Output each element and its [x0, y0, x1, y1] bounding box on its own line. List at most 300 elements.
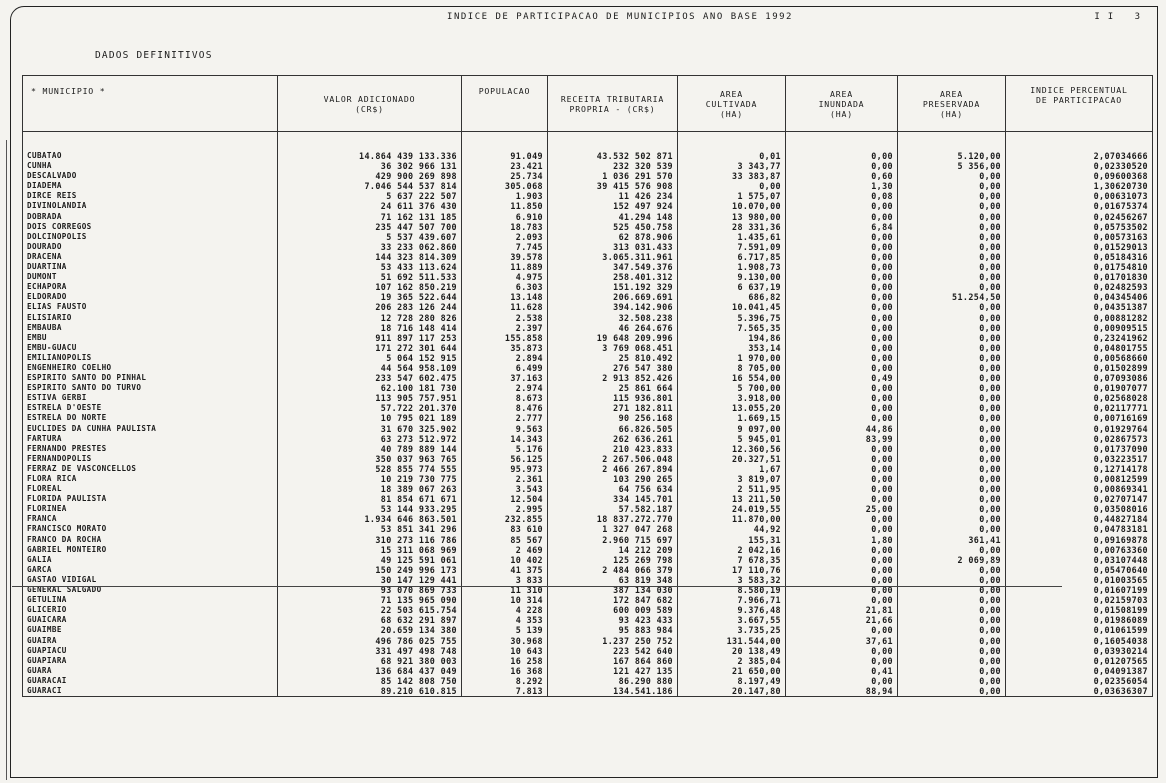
cell-area-inundada: 0,00 [786, 333, 898, 343]
cell-area-preservada: 0,00 [898, 333, 1006, 343]
cell-receita-tributaria: 103 290 265 [548, 474, 678, 484]
cell-area-inundada: 0,00 [786, 393, 898, 403]
cell-valor-adicionado: 71 135 965 090 [278, 595, 462, 605]
cell-area-inundada: 83,99 [786, 434, 898, 444]
cell-area-inundada: 0,00 [786, 413, 898, 423]
cell-receita-tributaria: 19 648 209.996 [548, 333, 678, 343]
cell-receita-tributaria: 11 426 234 [548, 191, 678, 201]
cell-populacao: 2 469 [462, 545, 548, 555]
cell-populacao: 2.538 [462, 313, 548, 323]
cell-receita-tributaria: 3.065.311.961 [548, 252, 678, 262]
cell-indice-participacao: 0,16054038 [1006, 636, 1153, 646]
cell-area-inundada: 0,00 [786, 282, 898, 292]
cell-populacao: 1.903 [462, 191, 548, 201]
cell-valor-adicionado: 22 503 615.754 [278, 605, 462, 615]
cell-municipio: GUAPIARA [23, 656, 278, 666]
cell-area-preservada: 0,00 [898, 565, 1006, 575]
cell-indice-participacao: 0,01986089 [1006, 615, 1153, 625]
cell-populacao: 16 368 [462, 666, 548, 676]
cell-area-cultivada: 686,82 [678, 292, 786, 302]
cell-area-preservada: 0,00 [898, 464, 1006, 474]
section-subtitle: DADOS DEFINITIVOS [95, 50, 213, 61]
cell-municipio: EMBU [23, 333, 278, 343]
cell-populacao: 2.995 [462, 504, 548, 514]
table-row [23, 343, 1153, 353]
cell-municipio: EMBAUBA [23, 323, 278, 333]
cell-indice-participacao: 0,02356054 [1006, 676, 1153, 686]
cell-receita-tributaria: 347.549.376 [548, 262, 678, 272]
cell-area-preservada: 0,00 [898, 545, 1006, 555]
table-row [23, 151, 1153, 161]
table-row [23, 373, 1153, 383]
cell-indice-participacao: 0,01502899 [1006, 363, 1153, 373]
cell-receita-tributaria: 210 423.833 [548, 444, 678, 454]
cell-indice-participacao: 0,12714178 [1006, 464, 1153, 474]
cell-municipio: ESTRELA DO NORTE [23, 413, 278, 423]
cell-area-preservada: 0,00 [898, 302, 1006, 312]
cell-populacao: 3 833 [462, 575, 548, 585]
cell-area-cultivada: 13 211,50 [678, 494, 786, 504]
cell-area-cultivada: 1,67 [678, 464, 786, 474]
cell-indice-participacao: 0,23241962 [1006, 333, 1153, 343]
cell-receita-tributaria: 271 182.811 [548, 403, 678, 413]
cell-indice-participacao: 0,01929764 [1006, 424, 1153, 434]
cell-municipio: FLORIDA PAULISTA [23, 494, 278, 504]
cell-valor-adicionado: 150 249 996 173 [278, 565, 462, 575]
cell-receita-tributaria: 63 819 348 [548, 575, 678, 585]
cell-area-cultivada: 3.918,00 [678, 393, 786, 403]
cell-area-inundada: 0,00 [786, 353, 898, 363]
table-row [23, 494, 1153, 504]
table-row [23, 454, 1153, 464]
cell-receita-tributaria: 1 327 047 268 [548, 524, 678, 534]
table-row [23, 222, 1153, 232]
cell-populacao: 10 402 [462, 555, 548, 565]
cell-valor-adicionado: 429 900 269 898 [278, 171, 462, 181]
cell-indice-participacao: 0,04783181 [1006, 524, 1153, 534]
cell-indice-participacao: 0,00631073 [1006, 191, 1153, 201]
cell-valor-adicionado: 10 219 730 775 [278, 474, 462, 484]
cell-municipio: ESPIRITO SANTO DO PINHAL [23, 373, 278, 383]
cell-indice-participacao: 0,44827184 [1006, 514, 1153, 524]
cell-area-preservada: 361,41 [898, 535, 1006, 545]
table-row [23, 181, 1153, 191]
cell-indice-participacao: 0,01737090 [1006, 444, 1153, 454]
cell-valor-adicionado: 71 162 131 185 [278, 212, 462, 222]
cell-receita-tributaria: 394.142.906 [548, 302, 678, 312]
cell-area-cultivada: 16 554,00 [678, 373, 786, 383]
cell-receita-tributaria: 232 320 539 [548, 161, 678, 171]
cell-populacao: 8.476 [462, 403, 548, 413]
cell-area-inundada: 0,00 [786, 272, 898, 282]
cell-area-cultivada: 194,86 [678, 333, 786, 343]
cell-area-inundada: 0,00 [786, 323, 898, 333]
cell-receita-tributaria: 95 883 984 [548, 625, 678, 635]
cell-area-cultivada: 1 575,07 [678, 191, 786, 201]
table-row [23, 686, 1153, 697]
cell-receita-tributaria: 1.237 250 752 [548, 636, 678, 646]
cell-receita-tributaria: 2 484 066 379 [548, 565, 678, 575]
cell-indice-participacao: 0,02159703 [1006, 595, 1153, 605]
cell-area-inundada: 0,00 [786, 565, 898, 575]
cell-area-preservada: 5 356,00 [898, 161, 1006, 171]
cell-area-cultivada: 8.197,49 [678, 676, 786, 686]
cell-populacao: 11 310 [462, 585, 548, 595]
cell-area-inundada: 0,00 [786, 585, 898, 595]
cell-area-inundada: 6,84 [786, 222, 898, 232]
cell-municipio: GABRIEL MONTEIRO [23, 545, 278, 555]
table-row [23, 474, 1153, 484]
cell-indice-participacao: 0,01675374 [1006, 201, 1153, 211]
cell-area-inundada: 0,00 [786, 484, 898, 494]
cell-area-preservada: 0,00 [898, 666, 1006, 676]
cell-receita-tributaria: 313 031.433 [548, 242, 678, 252]
cell-area-cultivada: 12.360,56 [678, 444, 786, 454]
cell-valor-adicionado: 36 302 966 131 [278, 161, 462, 171]
cell-area-cultivada: 6.717,85 [678, 252, 786, 262]
cell-municipio: ESPIRITO SANTO DO TURVO [23, 383, 278, 393]
cell-valor-adicionado: 49 125 591 061 [278, 555, 462, 565]
cell-indice-participacao: 0,00716169 [1006, 413, 1153, 423]
cell-area-preservada: 0,00 [898, 373, 1006, 383]
cell-area-preservada: 0,00 [898, 484, 1006, 494]
cell-area-cultivada: 155,31 [678, 535, 786, 545]
table-row [23, 676, 1153, 686]
cell-valor-adicionado: 93 070 869 733 [278, 585, 462, 595]
cell-valor-adicionado: 10 795 021 189 [278, 413, 462, 423]
cell-receita-tributaria: 57.582.187 [548, 504, 678, 514]
cell-area-cultivada: 10.070,00 [678, 201, 786, 211]
cell-area-inundada: 1,30 [786, 181, 898, 191]
cell-receita-tributaria: 172 847 682 [548, 595, 678, 605]
cell-receita-tributaria: 258.401.312 [548, 272, 678, 282]
cell-area-cultivada: 3.735,25 [678, 625, 786, 635]
cell-area-preservada: 0,00 [898, 383, 1006, 393]
cell-valor-adicionado: 113 905 757.951 [278, 393, 462, 403]
cell-valor-adicionado: 5 637 222 507 [278, 191, 462, 201]
cell-receita-tributaria: 25 810.492 [548, 353, 678, 363]
cell-area-cultivada: 7.966,71 [678, 595, 786, 605]
cell-area-cultivada: 1.908,73 [678, 262, 786, 272]
cell-municipio: DIADEMA [23, 181, 278, 191]
cell-valor-adicionado: 107 162 850.219 [278, 282, 462, 292]
cell-area-inundada: 0,60 [786, 171, 898, 181]
cell-valor-adicionado: 528 855 774 555 [278, 464, 462, 474]
cell-area-inundada: 0,00 [786, 474, 898, 484]
cell-area-cultivada: 2 385,04 [678, 656, 786, 666]
cell-area-inundada: 44,86 [786, 424, 898, 434]
cell-indice-participacao: 0,00881282 [1006, 313, 1153, 323]
cell-municipio: GARCA [23, 565, 278, 575]
cell-populacao: 14.343 [462, 434, 548, 444]
table-row [23, 656, 1153, 666]
cell-area-inundada: 0,00 [786, 545, 898, 555]
cell-indice-participacao: 0,03223517 [1006, 454, 1153, 464]
cell-area-cultivada: 6 637,19 [678, 282, 786, 292]
cell-receita-tributaria: 206.669.691 [548, 292, 678, 302]
cell-receita-tributaria: 2 466 267.894 [548, 464, 678, 474]
col-header-area-inundada: AREA INUNDADA (HA) [786, 76, 898, 132]
cell-indice-participacao: 0,00909515 [1006, 323, 1153, 333]
cell-area-cultivada: 11.870,00 [678, 514, 786, 524]
cell-receita-tributaria: 41.294 148 [548, 212, 678, 222]
cell-area-cultivada: 7 678,35 [678, 555, 786, 565]
cell-area-preservada: 0,00 [898, 353, 1006, 363]
cell-receita-tributaria: 46 264.676 [548, 323, 678, 333]
cell-populacao: 5.176 [462, 444, 548, 454]
cell-area-cultivada: 5 945,01 [678, 434, 786, 444]
cell-populacao: 12.504 [462, 494, 548, 504]
cell-area-preservada: 0,00 [898, 201, 1006, 211]
cell-area-cultivada: 3 343,77 [678, 161, 786, 171]
cell-indice-participacao: 0,03930214 [1006, 646, 1153, 656]
cell-area-preservada: 0,00 [898, 686, 1006, 697]
cell-area-inundada: 0,00 [786, 151, 898, 161]
cell-indice-participacao: 0,02456267 [1006, 212, 1153, 222]
cell-municipio: GUAPIACU [23, 646, 278, 656]
table-row [23, 464, 1153, 474]
cell-receita-tributaria: 86.290 880 [548, 676, 678, 686]
cell-valor-adicionado: 31 670 325.902 [278, 424, 462, 434]
document-title: INDICE DE PARTICIPACAO DE MUNICIPIOS ANO BASE 1992 [447, 12, 793, 22]
cell-receita-tributaria: 121 427 135 [548, 666, 678, 676]
cell-area-cultivada: 3.667,55 [678, 615, 786, 625]
table-row [23, 636, 1153, 646]
cell-indice-participacao: 0,02707147 [1006, 494, 1153, 504]
cell-receita-tributaria: 600 009 589 [548, 605, 678, 615]
cell-populacao: 4 228 [462, 605, 548, 615]
cell-populacao: 3.543 [462, 484, 548, 494]
cell-municipio: DOLCINOPOLIS [23, 232, 278, 242]
cell-area-inundada: 21,81 [786, 605, 898, 615]
cell-indice-participacao: 0,09169878 [1006, 535, 1153, 545]
cell-area-cultivada: 20.327,51 [678, 454, 786, 464]
cell-area-preservada: 0,00 [898, 615, 1006, 625]
cell-receita-tributaria: 32.508.238 [548, 313, 678, 323]
cell-indice-participacao: 0,07093086 [1006, 373, 1153, 383]
cell-valor-adicionado: 24 611 376 430 [278, 201, 462, 211]
cell-area-preservada: 0,00 [898, 323, 1006, 333]
cell-area-preservada: 0,00 [898, 413, 1006, 423]
cell-valor-adicionado: 85 142 808 750 [278, 676, 462, 686]
cell-municipio: GASTAO VIDIGAL [23, 575, 278, 585]
cell-indice-participacao: 0,01754810 [1006, 262, 1153, 272]
cell-valor-adicionado: 51 692 511.533 [278, 272, 462, 282]
cell-indice-participacao: 0,09600368 [1006, 171, 1153, 181]
table-row [23, 292, 1153, 302]
table-row [23, 393, 1153, 403]
cell-indice-participacao: 0,04351387 [1006, 302, 1153, 312]
cell-municipio: DUMONT [23, 272, 278, 282]
cell-municipio: DOIS CORREGOS [23, 222, 278, 232]
cell-valor-adicionado: 40 789 889 144 [278, 444, 462, 454]
cell-municipio: FARTURA [23, 434, 278, 444]
cell-area-inundada: 0,00 [786, 444, 898, 454]
cell-area-preservada: 0,00 [898, 393, 1006, 403]
cell-populacao: 6.499 [462, 363, 548, 373]
cell-indice-participacao: 0,02867573 [1006, 434, 1153, 444]
cell-area-preservada: 0,00 [898, 605, 1006, 615]
cell-populacao: 2.397 [462, 323, 548, 333]
cell-receita-tributaria: 152 497 924 [548, 201, 678, 211]
cell-area-cultivada: 353,14 [678, 343, 786, 353]
cell-indice-participacao: 0,04091387 [1006, 666, 1153, 676]
table-row [23, 444, 1153, 454]
cell-populacao: 16 258 [462, 656, 548, 666]
cell-area-inundada: 0,00 [786, 676, 898, 686]
cell-municipio: FRANCISCO MORATO [23, 524, 278, 534]
cell-indice-participacao: 0,01003565 [1006, 575, 1153, 585]
cell-receita-tributaria: 2 913 852.426 [548, 373, 678, 383]
cell-indice-participacao: 0,02117771 [1006, 403, 1153, 413]
cell-area-inundada: 0,00 [786, 252, 898, 262]
cell-municipio: GUARA [23, 666, 278, 676]
table-row [23, 524, 1153, 534]
cell-valor-adicionado: 30 147 129 441 [278, 575, 462, 585]
cell-area-preservada: 0,00 [898, 262, 1006, 272]
cell-valor-adicionado: 310 273 116 786 [278, 535, 462, 545]
cell-area-inundada: 0,00 [786, 595, 898, 605]
header-gap-row [23, 132, 1153, 152]
cell-valor-adicionado: 14.864 439 133.336 [278, 151, 462, 161]
cell-area-preservada: 0,00 [898, 636, 1006, 646]
cell-area-inundada: 0,00 [786, 555, 898, 565]
cell-municipio: ENGENHEIRO COELHO [23, 363, 278, 373]
cell-indice-participacao: 0,00869341 [1006, 484, 1153, 494]
cell-area-cultivada: 20 138,49 [678, 646, 786, 656]
cell-receita-tributaria: 43.532 502 871 [548, 151, 678, 161]
cell-area-preservada: 0,00 [898, 625, 1006, 635]
cell-valor-adicionado: 5 064 152 915 [278, 353, 462, 363]
cell-area-cultivada: 1.435,61 [678, 232, 786, 242]
cell-indice-participacao: 0,02330520 [1006, 161, 1153, 171]
cell-area-cultivada: 9 097,00 [678, 424, 786, 434]
cell-area-inundada: 0,00 [786, 656, 898, 666]
cell-area-preservada: 5.120,00 [898, 151, 1006, 161]
table-row [23, 424, 1153, 434]
cell-area-inundada: 0,00 [786, 242, 898, 252]
cell-valor-adicionado: 44 564 958.109 [278, 363, 462, 373]
cell-valor-adicionado: 68 632 291 897 [278, 615, 462, 625]
cell-valor-adicionado: 233 547 602.475 [278, 373, 462, 383]
col-header-receita: RECEITA TRIBUTARIA PROPRIA - (CR$) [548, 76, 678, 132]
cell-indice-participacao: 0,01607199 [1006, 585, 1153, 595]
table-row [23, 666, 1153, 676]
cell-municipio: FERRAZ DE VASCONCELLOS [23, 464, 278, 474]
cell-municipio: EMILIANOPOLIS [23, 353, 278, 363]
cell-municipio: DRACENA [23, 252, 278, 262]
cell-municipio: ESTRELA D'OESTE [23, 403, 278, 413]
cell-valor-adicionado: 206 283 126 244 [278, 302, 462, 312]
cell-populacao: 8.673 [462, 393, 548, 403]
cell-indice-participacao: 0,03107448 [1006, 555, 1153, 565]
table-row [23, 504, 1153, 514]
table-row [23, 514, 1153, 524]
cell-area-preservada: 0,00 [898, 282, 1006, 292]
table-row [23, 565, 1153, 575]
cell-area-inundada: 0,00 [786, 403, 898, 413]
cell-area-inundada: 0,49 [786, 373, 898, 383]
cell-area-preservada: 0,00 [898, 454, 1006, 464]
cell-populacao: 6.910 [462, 212, 548, 222]
cell-receita-tributaria: 25 861 664 [548, 383, 678, 393]
cell-area-inundada: 0,00 [786, 313, 898, 323]
cell-area-preservada: 0,00 [898, 676, 1006, 686]
cell-municipio: GUAIMBE [23, 625, 278, 635]
cell-valor-adicionado: 62.100 181 730 [278, 383, 462, 393]
cell-area-cultivada: 13.055,20 [678, 403, 786, 413]
cell-area-inundada: 0,00 [786, 514, 898, 524]
cell-receita-tributaria: 18 837.272.770 [548, 514, 678, 524]
cell-municipio: FERNANDO PRESTES [23, 444, 278, 454]
cell-municipio: DIRCE REIS [23, 191, 278, 201]
col-header-valor: VALOR ADICIONADO (CR$) [278, 76, 462, 132]
cell-area-cultivada: 8.580,19 [678, 585, 786, 595]
cell-area-preservada: 0,00 [898, 403, 1006, 413]
cell-valor-adicionado: 68 921 380 003 [278, 656, 462, 666]
cell-valor-adicionado: 53 144 933.295 [278, 504, 462, 514]
cell-area-cultivada: 17 110,76 [678, 565, 786, 575]
table-row [23, 575, 1153, 585]
cell-area-inundada: 0,00 [786, 524, 898, 534]
table-row [23, 535, 1153, 545]
cell-valor-adicionado: 18 389 067 263 [278, 484, 462, 494]
table-row [23, 403, 1153, 413]
cell-municipio: FLOREAL [23, 484, 278, 494]
cell-valor-adicionado: 7.046 544 537 814 [278, 181, 462, 191]
cell-municipio: DOURADO [23, 242, 278, 252]
cell-populacao: 2.093 [462, 232, 548, 242]
cell-area-preservada: 0,00 [898, 424, 1006, 434]
cell-valor-adicionado: 63 273 512.972 [278, 434, 462, 444]
cell-municipio: ELISIARIO [23, 313, 278, 323]
cell-area-preservada: 51.254,50 [898, 292, 1006, 302]
cell-area-inundada: 0,00 [786, 232, 898, 242]
cell-municipio: GUAIRA [23, 636, 278, 646]
cell-area-inundada: 88,94 [786, 686, 898, 697]
table-row [23, 282, 1153, 292]
table-row [23, 383, 1153, 393]
cell-valor-adicionado: 1.934 646 863.501 [278, 514, 462, 524]
municipio-table [22, 75, 1153, 697]
cell-municipio: DESCALVADO [23, 171, 278, 181]
cell-populacao: 83 610 [462, 524, 548, 534]
cell-municipio: ESTIVA GERBI [23, 393, 278, 403]
cell-area-inundada: 0,00 [786, 292, 898, 302]
table-row [23, 353, 1153, 363]
cell-populacao: 4 353 [462, 615, 548, 625]
cell-area-cultivada: 9.376,48 [678, 605, 786, 615]
cell-indice-participacao: 0,00568660 [1006, 353, 1153, 363]
cell-area-preservada: 2 069,89 [898, 555, 1006, 565]
cell-municipio: GETULINA [23, 595, 278, 605]
cell-populacao: 39.578 [462, 252, 548, 262]
cell-area-cultivada: 0,00 [678, 181, 786, 191]
cell-receita-tributaria: 93 423 433 [548, 615, 678, 625]
cell-municipio: DOBRADA [23, 212, 278, 222]
cell-area-preservada: 0,00 [898, 191, 1006, 201]
cell-receita-tributaria: 262 636.261 [548, 434, 678, 444]
cell-populacao: 2.361 [462, 474, 548, 484]
cell-indice-participacao: 0,04345406 [1006, 292, 1153, 302]
cell-area-cultivada: 0,01 [678, 151, 786, 161]
table-row [23, 313, 1153, 323]
col-header-area-cultivada: AREA CULTIVADA (HA) [678, 76, 786, 132]
table-row [23, 646, 1153, 656]
cell-receita-tributaria: 64 756 634 [548, 484, 678, 494]
cell-valor-adicionado: 53 851 341 296 [278, 524, 462, 534]
cell-area-inundada: 0,41 [786, 666, 898, 676]
